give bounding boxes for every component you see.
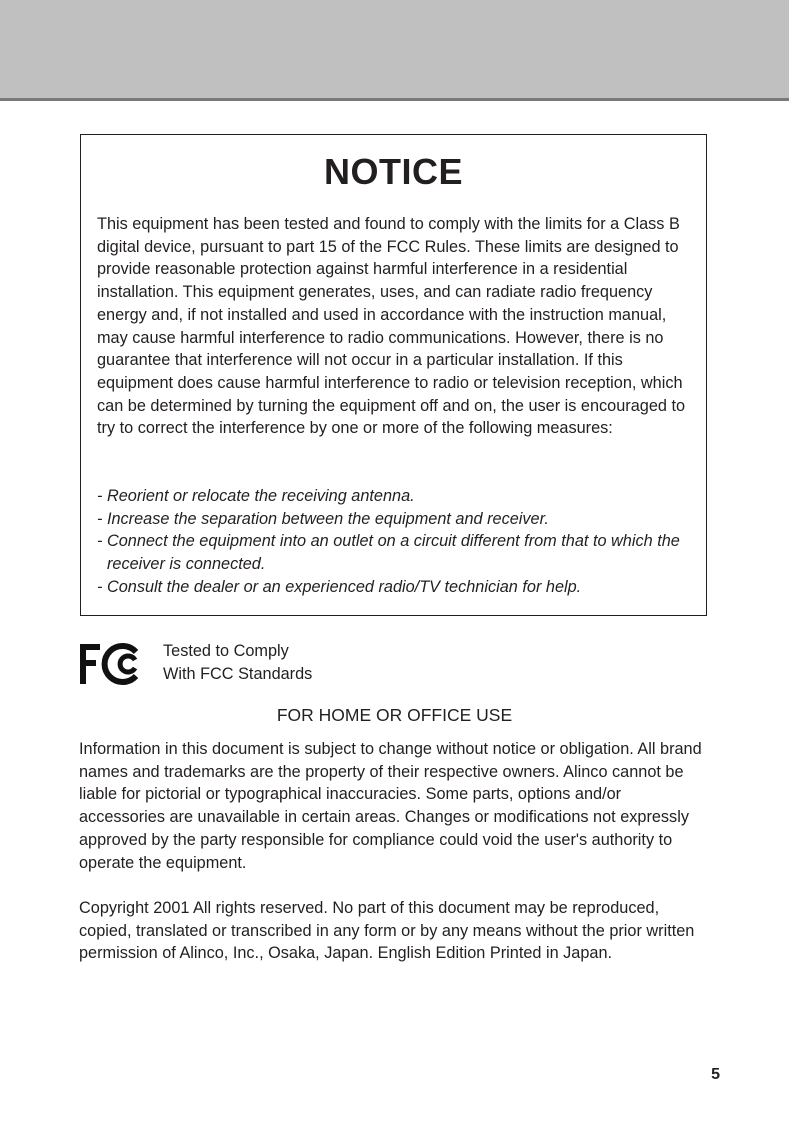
measure-item: - Increase the separation between the equipment and receiver. [97,509,549,528]
header-band [0,0,789,101]
copyright-paragraph: Copyright 2001 All rights reserved. No part of this document may be reproduced, copied, translated or transcribed in any form or by any means without the prior written permission of Alinco, Inc., Osaka, Japan. English Edition Printed in Japan. [79,899,695,963]
measures-list [97,485,697,599]
notice-box [80,134,707,616]
fcc-line-1: Tested to Comply [163,642,289,660]
fcc-compliance-text [163,640,312,685]
measure-item: - Reorient or relocate the receiving antenna. [97,487,415,505]
page-number: 5 [711,1066,720,1083]
home-office-heading: FOR HOME OR OFFICE USE [276,705,513,725]
information-paragraph: Information in this document is subject to change without notice or obligation. All brand names and trademarks are the property of their respective owners. Alinco cannot be liable for pictorial or typographical inaccuracies. Some parts, options and/or accessories are unavailable in certain areas. Changes or modifications not expressly approved by the party responsible for compliance could void the user's authority to operate the equipment. [79,740,702,872]
notice-title: NOTICE [323,151,463,192]
fcc-logo [80,642,142,686]
fcc-line-2: With FCC Standards [163,664,313,683]
fcc-logo-text: FC [80,642,82,643]
measure-item: - Connect the equipment into an outlet on a circuit different from that to which the receiver is connected. [97,532,680,574]
measure-item: - Consult the dealer or an experienced radio/TV technician for help. [97,577,582,596]
notice-body: This equipment has been tested and found to comply with the limits for a Class B digital device, pursuant to part 15 of the FCC Rules. These limits are designed to provide reasonable protection against harmful interference in a residential installation. This equipment generates, uses, and can radiate radio frequency energy and, if not installed and used in accordance with the instruction manual, may cause harmful interference to radio communications. However, there is no guarantee that interference will not occur in a particular installation. If this equipment does cause harmful interference to radio or television reception, which can be determined by turning the equipment off and on, the user is encouraged to try to correct the interference by one or more of the following measures: [97,215,686,438]
